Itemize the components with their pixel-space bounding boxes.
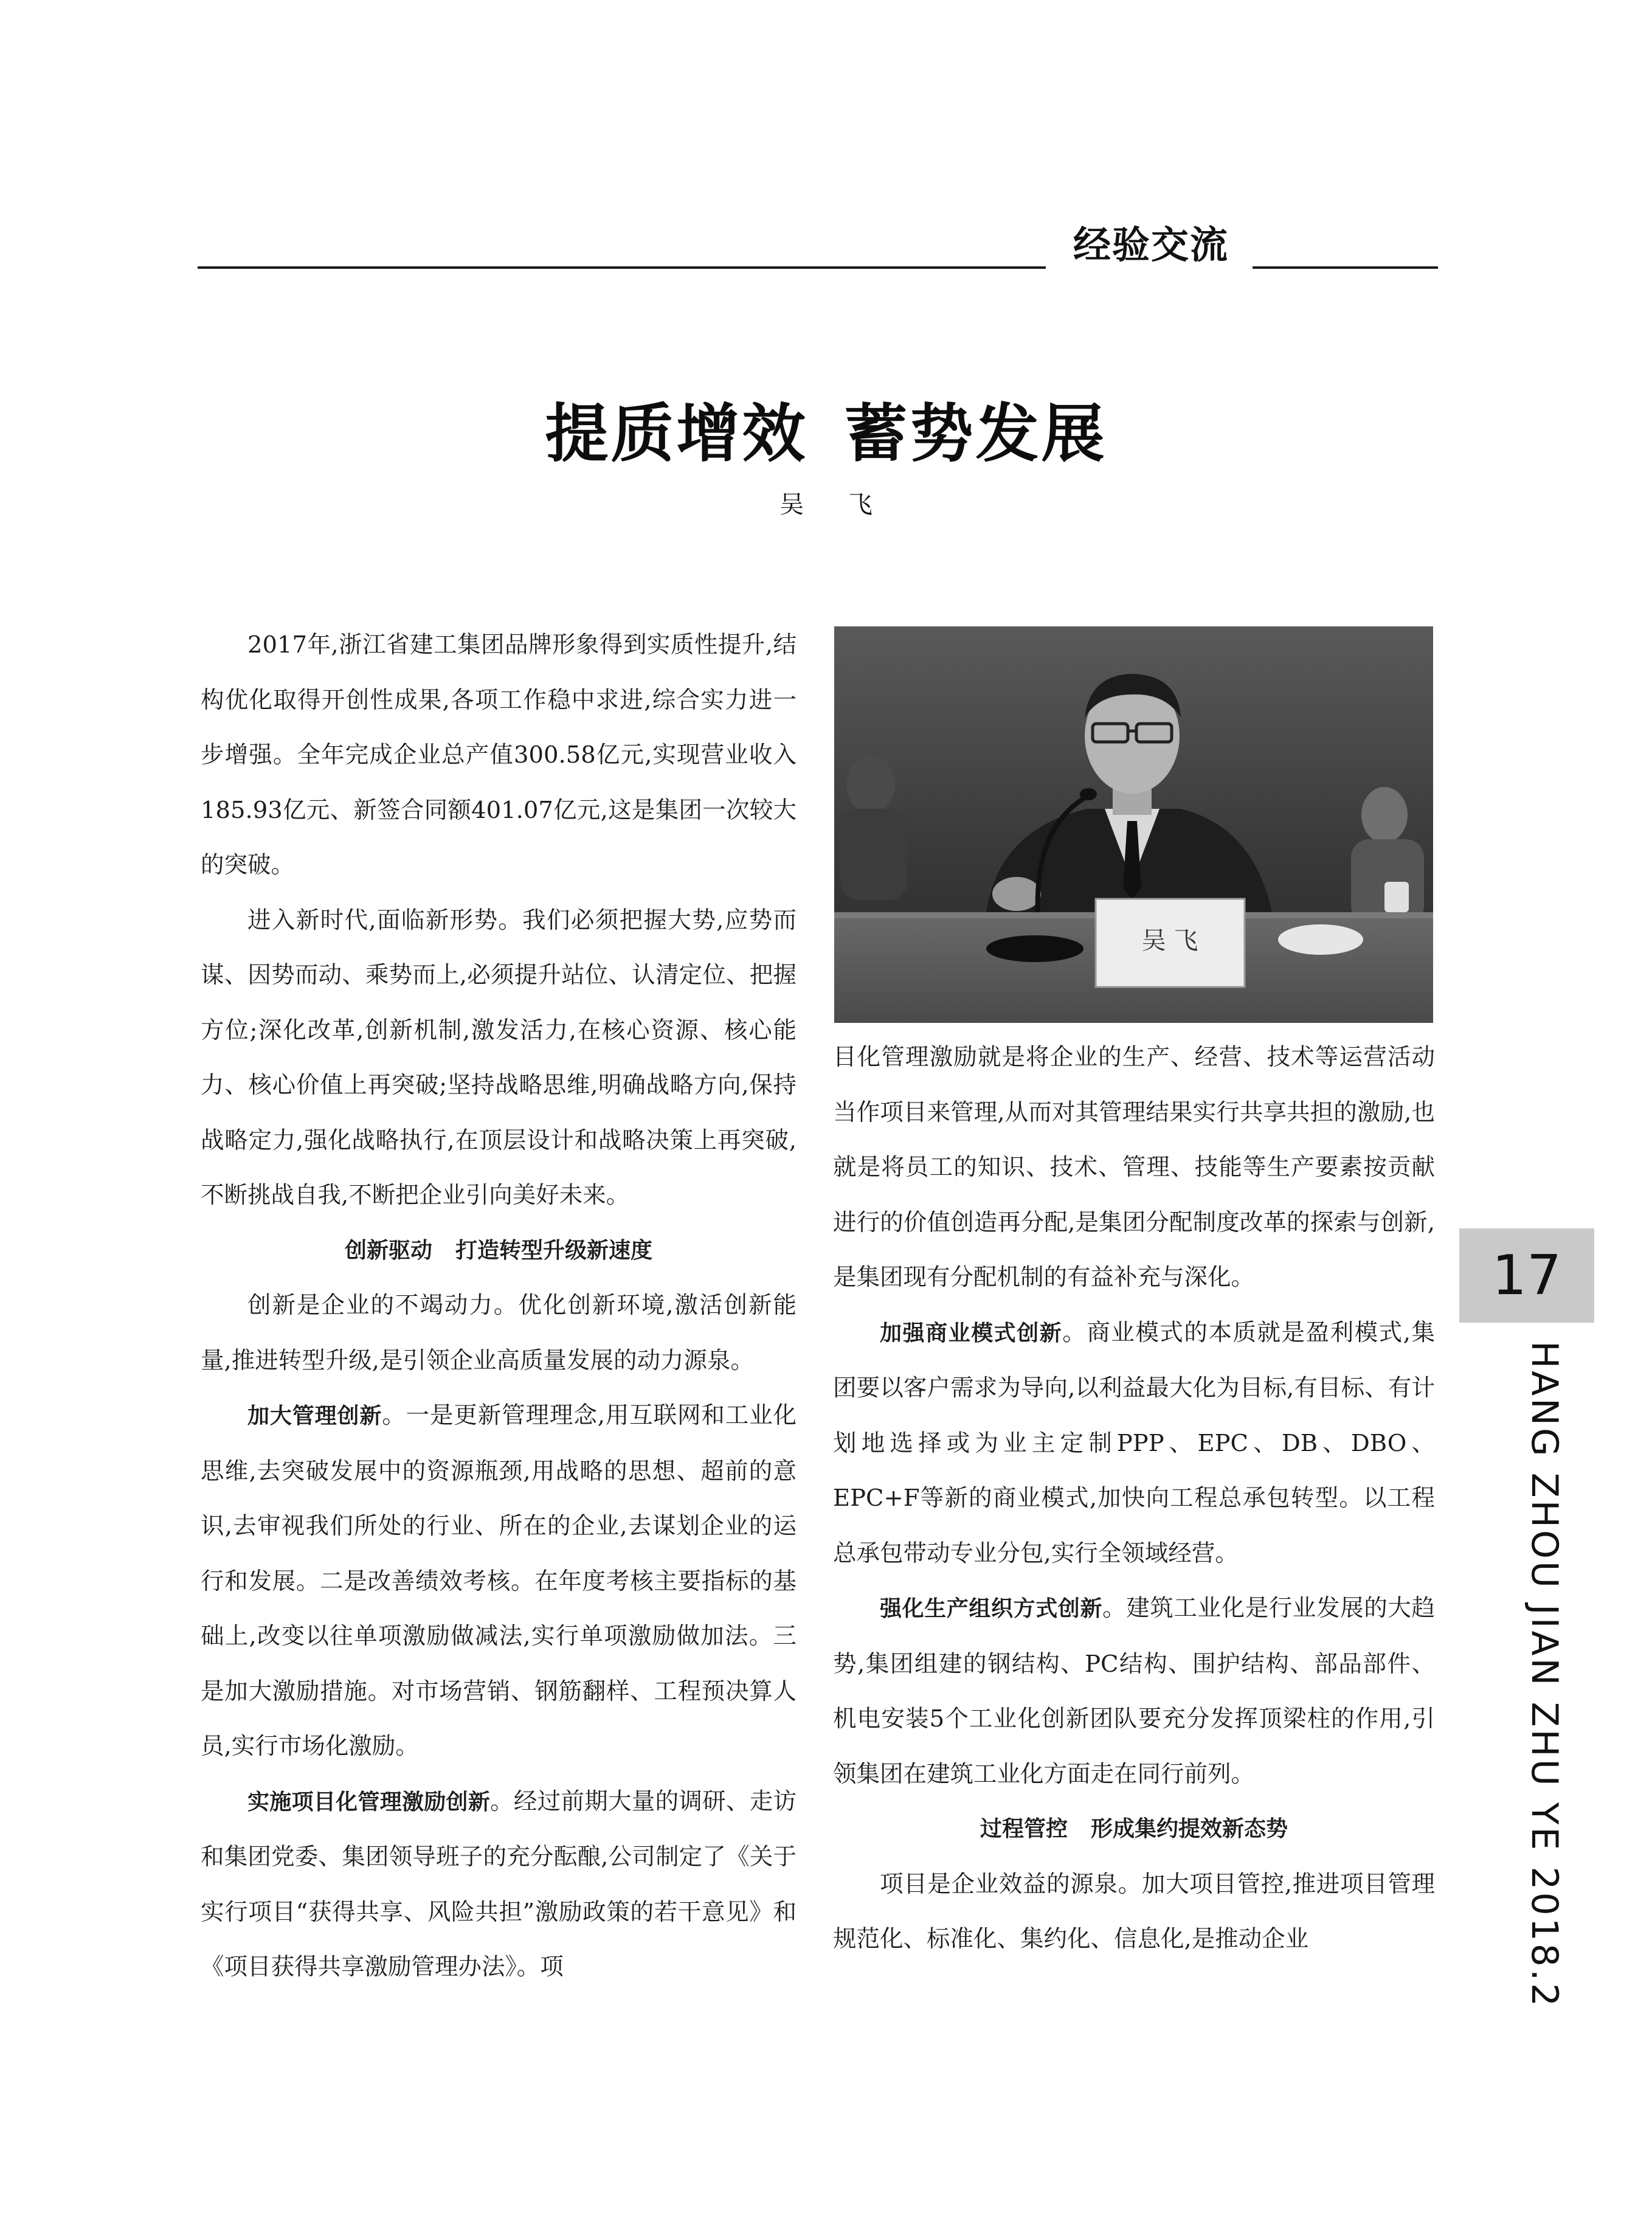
right-column [833, 1030, 1435, 1967]
paragraph: 2017年,浙江省建工集团品牌形象得到实质性提升,结构优化取得开创性成果,各项工作稳中求进,综合实力进一步增强。全年完成企业总产值300.58亿元,实现营业收入185.93亿元、新签合同额401.07亿元,这是集团一次较大的突破。 [201, 631, 797, 879]
header-rule-right [1253, 266, 1438, 269]
paragraph [201, 1388, 797, 1775]
subheading-part-1: 过程管控 [980, 1817, 1068, 1841]
paragraph-body: 。建筑工业化是行业发展的大趋势,集团组建的钢结构、PC结构、围护结构、部品部件、机电安装5个工业化创新团队要充分发挥顶梁柱的作用,引领集团在建筑工业化方面走在同行前列。 [833, 1595, 1435, 1788]
paragraph-body: 。经过前期大量的调研、走访和集团党委、集团领导班子的充分酝酿,公司制定了《关于实行项目“获得共享、风险共担”激励政策的若干意见》和《项目获得共享激励管理办法》。项 [201, 1787, 797, 1981]
lead-phrase: 实施项目化管理激励创新 [247, 1789, 491, 1815]
paragraph: 目化管理激励就是将企业的生产、经营、技术等运营活动当作项目来管理,从而对其管理结果实行共享共担的激励,也就是将员工的知识、技术、管理、技能等生产要素按贡献进行的价值创造再分配,是集团分配制度改革的探索与创新,是集团现有分配机制的有益补充与深化。 [833, 1044, 1435, 1291]
paragraph [201, 1775, 797, 1995]
paragraph-body: 。商业模式的本质就是盈利模式,集团要以客户需求为导向,以利益最大化为目标,有目标、有计划地选择或为业主定制PPP、EPC、DB、DBO、EPC+F等新的商业模式,加快向工程总承包转型。以工程总承包带动专业分包,实行全领域经营。 [833, 1318, 1435, 1567]
lead-phrase: 强化生产组织方式创新 [880, 1596, 1103, 1621]
paragraph-body: 。一是更新管理理念,用互联网和工业化思维,去突破发展中的资源瓶颈,用战略的思想、超前的意识,去审视我们所处的行业、所在的企业,去谋划企业的运行和发展。二是改善绩效考核。在年度考核主要指标的基础上,改变以往单项激励做减法,实行单项激励做加法。三是加大激励措施。对市场营销、钢筋翻样、工程预决算人员,实行市场化激励。 [201, 1402, 797, 1760]
paragraph [833, 1581, 1435, 1802]
paragraph: 进入新时代,面临新形势。我们必须把握大势,应势而谋、因势而动、乘势而上,必须提升站位、认清定位、把握方位;深化改革,创新机制,激发活力,在核心资源、核心能力、核心价值上再突破;坚持战略思维,明确战略方向,保持战略定力,强化战略执行,在顶层设计和战略决策上再突破,不断挑战自我,不断把企业引向美好未来。 [201, 906, 797, 1209]
article-author: 吴 飞 [779, 491, 873, 519]
section-label: 经验交流 [1073, 223, 1229, 267]
left-column [201, 618, 797, 1995]
title-part-2: 蓄势发展 [844, 397, 1107, 471]
subheading-part-2: 形成集约提效新态势 [1091, 1817, 1288, 1841]
header-rule-left [198, 266, 1046, 269]
lead-phrase: 加强商业模式创新 [880, 1320, 1063, 1346]
article-title [0, 394, 1652, 473]
subheading [833, 1802, 1435, 1857]
speaker-photo-illustration [834, 626, 1433, 1023]
paragraph: 项目是企业效益的源泉。加大项目管控,推进项目管理规范化、标准化、集约化、信息化,是推动企业 [833, 1870, 1435, 1953]
subheading [201, 1224, 797, 1279]
journal-running-title: HANG ZHOU JIAN ZHU YE 2018.2 [1523, 1341, 1566, 2009]
subheading-part-2: 打造转型升级新速度 [455, 1238, 653, 1263]
paragraph: 创新是企业的不竭动力。优化创新环境,激活创新能量,推进转型升级,是引领企业高质量发展的动力源泉。 [201, 1292, 797, 1374]
nameplate-text: 吴 飞 [1141, 927, 1198, 955]
title-part-1: 提质增效 [545, 397, 808, 471]
subheading-part-1: 创新驱动 [344, 1238, 432, 1263]
lead-phrase: 加大管理创新 [247, 1404, 382, 1429]
article-photo [834, 626, 1433, 1023]
page-number: 17 [1491, 1244, 1562, 1307]
paragraph [833, 1306, 1435, 1582]
